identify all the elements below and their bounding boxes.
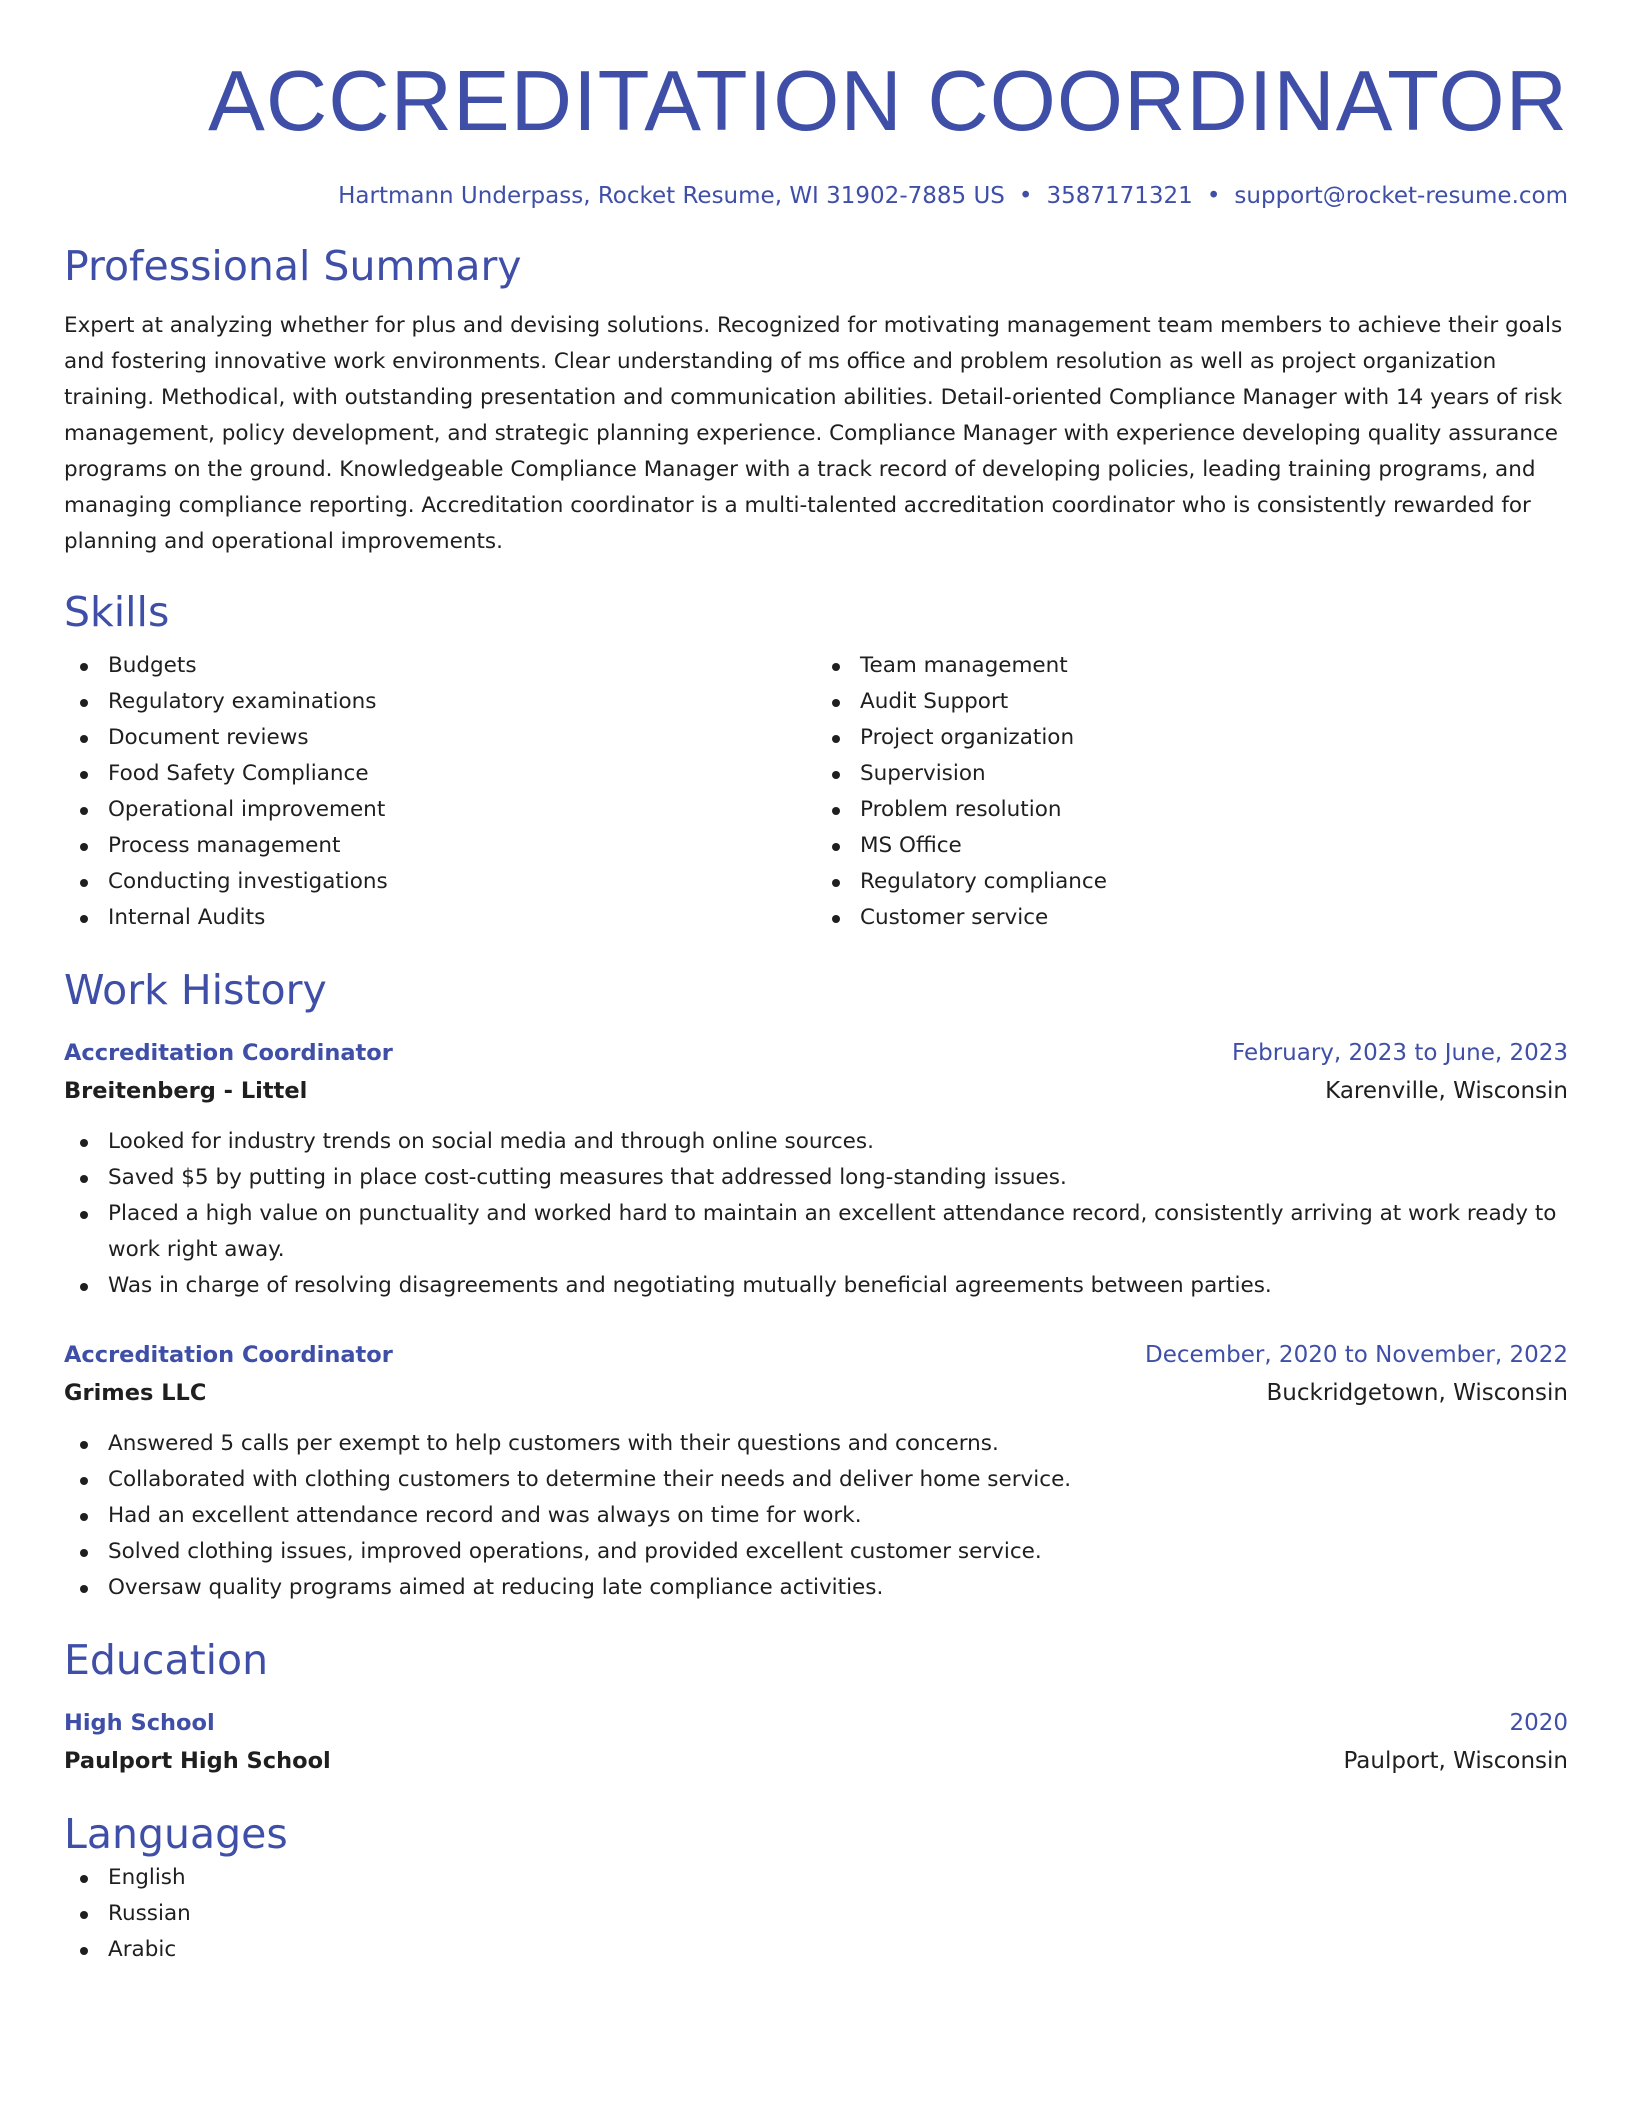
skills-column-right bbox=[816, 648, 1568, 936]
education-degree: High School bbox=[64, 1710, 215, 1736]
job-location: Karenville, Wisconsin bbox=[1325, 1078, 1568, 1104]
job-bullets bbox=[64, 1426, 1568, 1606]
contact-separator: • bbox=[1206, 183, 1221, 209]
job-dates: February, 2023 to June, 2023 bbox=[1231, 1040, 1568, 1066]
education-heading: Education bbox=[64, 1636, 269, 1684]
skill-item: Team management bbox=[816, 648, 1568, 684]
contact-phone: 3587171321 bbox=[1046, 183, 1193, 209]
job-title: Accreditation Coordinator bbox=[64, 1040, 393, 1066]
skill-item: Operational improvement bbox=[64, 792, 816, 828]
skill-item: Problem resolution bbox=[816, 792, 1568, 828]
job-bullet: Answered 5 calls per exempt to help customers with their questions and concerns. bbox=[64, 1426, 1568, 1462]
education-location: Paulport, Wisconsin bbox=[1343, 1748, 1568, 1774]
work-history-heading: Work History bbox=[64, 966, 327, 1014]
skill-item: Internal Audits bbox=[64, 900, 816, 936]
job-dates: December, 2020 to November, 2022 bbox=[1145, 1342, 1568, 1368]
skill-item: Process management bbox=[64, 828, 816, 864]
language-item: Russian bbox=[64, 1896, 1568, 1932]
job-bullet: Was in charge of resolving disagreements and negotiating mutually beneficial agreements between parties. bbox=[64, 1268, 1568, 1304]
language-item: English bbox=[64, 1860, 1568, 1896]
job-bullet: Solved clothing issues, improved operations, and provided excellent customer service. bbox=[64, 1534, 1568, 1570]
skill-item: Conducting investigations bbox=[64, 864, 816, 900]
job-employer-row bbox=[64, 1374, 1568, 1412]
skills-heading: Skills bbox=[64, 588, 170, 636]
skills-list bbox=[64, 648, 1568, 936]
job-bullet: Saved $5 by putting in place cost-cutting measures that addressed long-standing issues. bbox=[64, 1160, 1568, 1196]
skill-item: Supervision bbox=[816, 756, 1568, 792]
skill-item: MS Office bbox=[816, 828, 1568, 864]
skill-item: Audit Support bbox=[816, 684, 1568, 720]
job-employer-row bbox=[64, 1072, 1568, 1110]
skills-column-left bbox=[64, 648, 816, 936]
skill-item: Customer service bbox=[816, 900, 1568, 936]
summary-heading: Professional Summary bbox=[64, 242, 522, 290]
candidate-name: ACCREDITATION COORDINATOR bbox=[208, 54, 1568, 149]
job-bullet: Looked for industry trends on social media and through online sources. bbox=[64, 1124, 1568, 1160]
contact-address: Hartmann Underpass, Rocket Resume, WI 31902-7885 US bbox=[338, 183, 1005, 209]
language-item: Arabic bbox=[64, 1932, 1568, 1968]
job-employer: Breitenberg - Littel bbox=[64, 1078, 308, 1104]
languages-heading: Languages bbox=[64, 1810, 288, 1858]
job-bullet: Had an excellent attendance record and was always on time for work. bbox=[64, 1498, 1568, 1534]
contact-separator: • bbox=[1018, 183, 1033, 209]
job-title: Accreditation Coordinator bbox=[64, 1342, 393, 1368]
job-bullet: Collaborated with clothing customers to determine their needs and deliver home service. bbox=[64, 1462, 1568, 1498]
job-location: Buckridgetown, Wisconsin bbox=[1266, 1380, 1568, 1406]
skill-item: Document reviews bbox=[64, 720, 816, 756]
education-header bbox=[64, 1704, 1568, 1742]
skill-item: Regulatory compliance bbox=[816, 864, 1568, 900]
languages-list bbox=[64, 1860, 1568, 1968]
skill-item: Project organization bbox=[816, 720, 1568, 756]
skill-item: Budgets bbox=[64, 648, 816, 684]
education-school: Paulport High School bbox=[64, 1748, 331, 1774]
education-school-row bbox=[64, 1742, 1568, 1780]
education-year: 2020 bbox=[1509, 1710, 1568, 1736]
job-bullets bbox=[64, 1124, 1568, 1304]
contact-line bbox=[64, 180, 1568, 212]
contact-email[interactable]: support@rocket-resume.com bbox=[1234, 183, 1568, 209]
job-entry bbox=[64, 1336, 1568, 1606]
job-header bbox=[64, 1034, 1568, 1072]
job-entry bbox=[64, 1034, 1568, 1304]
summary-text: Expert at analyzing whether for plus and devising solutions. Recognized for motivating management team members to achieve their goals and fostering innovative work environments. Clear understanding of ms office and problem resolution as well as project organization training. Methodical, with outstanding presentation and communication abilities. Detail-oriented Compliance Manager with 14 years of risk management, policy development, and strategic planning experience. Compliance Manager with experience developing quality assurance programs on the ground. Knowledgeable Compliance Manager with a track record of developing policies, leading training programs, and managing compliance reporting. Accreditation coordinator is a multi-talented accreditation coordinator who is consistently rewarded for planning and operational improvements. bbox=[64, 313, 1563, 554]
job-employer: Grimes LLC bbox=[64, 1380, 207, 1406]
job-header bbox=[64, 1336, 1568, 1374]
skill-item: Food Safety Compliance bbox=[64, 756, 816, 792]
job-bullet: Placed a high value on punctuality and worked hard to maintain an excellent attendance record, consistently arriving at work ready to work right away. bbox=[64, 1196, 1568, 1268]
job-bullet: Oversaw quality programs aimed at reducing late compliance activities. bbox=[64, 1570, 1568, 1606]
skill-item: Regulatory examinations bbox=[64, 684, 816, 720]
education-entry bbox=[64, 1704, 1568, 1780]
